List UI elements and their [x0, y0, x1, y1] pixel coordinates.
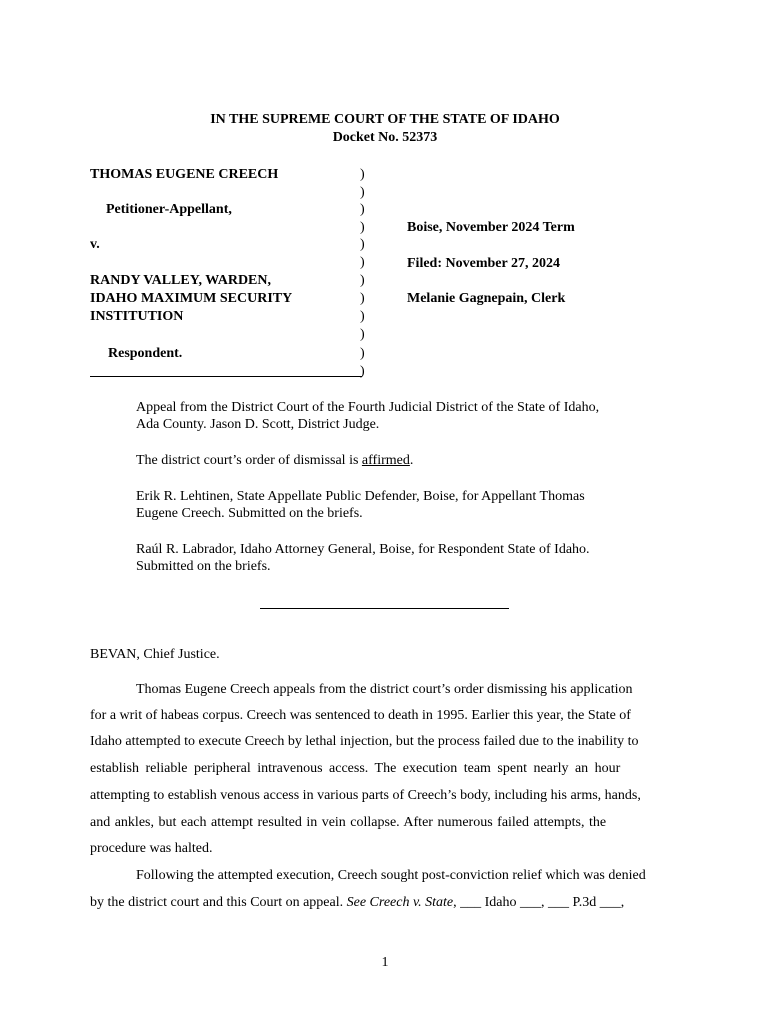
docket-number: Docket No. 52373 [332, 130, 438, 145]
section-separator [260, 608, 509, 609]
opinion-line: establish reliable peripheral intravenous access. The execution team spent nearly an hour [90, 761, 621, 776]
caption-paren: ) [360, 291, 365, 306]
respondent-line-3: INSTITUTION [90, 309, 184, 324]
disposition-prefix: The district court’s order of dismissal is [136, 453, 362, 468]
appellant-name: THOMAS EUGENE CREECH [90, 167, 279, 182]
caption-paren: ) [360, 255, 365, 270]
opinion-line [90, 895, 624, 911]
appeal-line-1: Appeal from the District Court of the Fourth Judicial District of the State of Idaho, [136, 400, 600, 415]
caption-underline [90, 376, 362, 377]
court-heading: IN THE SUPREME COURT OF THE STATE OF IDAHO [210, 112, 560, 127]
opinion-line: Thomas Eugene Creech appeals from the district court’s order dismissing his application [136, 682, 633, 697]
citation-suffix: , ___ Idaho ___, ___ P.3d ___, [453, 895, 625, 910]
appellant-role: Petitioner-Appellant, [106, 202, 232, 217]
disposition-word: affirmed [361, 453, 410, 468]
respondent-counsel-line-2: Submitted on the briefs. [136, 559, 271, 574]
opinion-line: attempting to establish venous access in various parts of Creech’s body, including his arms, hands, [90, 788, 641, 803]
appeal-line-2: Ada County. Jason D. Scott, District Judge. [136, 417, 380, 432]
caption-paren: ) [360, 309, 365, 324]
opinion-line: Idaho attempted to execute Creech by lethal injection, but the process failed due to the inability to [90, 734, 639, 749]
versus: v. [90, 237, 100, 252]
caption-paren: ) [360, 237, 365, 252]
term: Boise, November 2024 Term [407, 220, 575, 235]
opinion-line: procedure was halted. [90, 841, 213, 856]
disposition [136, 452, 656, 469]
appellant-counsel-line-2: Eugene Creech. Submitted on the briefs. [136, 506, 363, 521]
respondent-line-2: IDAHO MAXIMUM SECURITY [90, 291, 293, 306]
appellant-counsel-line-1: Erik R. Lehtinen, State Appellate Public Defender, Boise, for Appellant Thomas [136, 489, 585, 504]
citation-case: See Creech v. State [346, 895, 454, 910]
citation-prefix: by the district court and this Court on appeal. [90, 895, 347, 910]
caption-paren: ) [360, 346, 365, 361]
page-number: 1 [381, 955, 389, 970]
respondent-role: Respondent. [108, 346, 183, 361]
clerk: Melanie Gagnepain, Clerk [407, 291, 566, 306]
opinion-author: BEVAN, Chief Justice. [90, 647, 220, 662]
respondent-counsel-line-1: Raúl R. Labrador, Idaho Attorney General, Boise, for Respondent State of Idaho. [136, 542, 590, 557]
disposition-suffix: . [409, 453, 414, 468]
filed-date: Filed: November 27, 2024 [407, 256, 560, 271]
opinion-line: and ankles, but each attempt resulted in vein collapse. After numerous failed attempts, the [90, 815, 607, 830]
opinion-line: Following the attempted execution, Creech sought post-conviction relief which was denied [136, 868, 646, 883]
opinion-line: for a writ of habeas corpus. Creech was sentenced to death in 1995. Earlier this year, the State of [90, 708, 631, 723]
caption-paren: ) [360, 327, 365, 342]
caption-paren: ) [360, 167, 365, 182]
caption-paren: ) [360, 364, 365, 379]
caption-paren: ) [360, 273, 365, 288]
caption-paren: ) [360, 220, 365, 235]
caption-paren: ) [360, 185, 365, 200]
caption-paren: ) [360, 202, 365, 217]
respondent-line-1: RANDY VALLEY, WARDEN, [90, 273, 272, 288]
